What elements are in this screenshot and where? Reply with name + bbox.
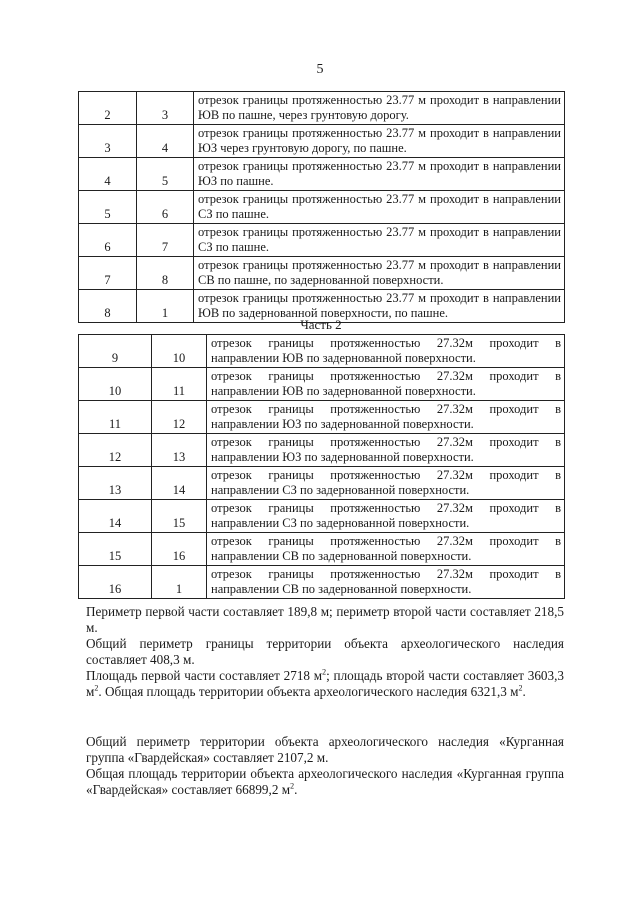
group-area-main: Общая площадь территории объекта археологического наследия «Курганная группа «Гвардейская» составляет 66899,2 м [86,766,564,797]
point-to: 6 [137,191,194,224]
point-from: 16 [79,566,152,599]
table-row [79,467,565,500]
area-part2-sup: 2 [94,683,99,693]
segment-description: отрезок границы протяженностью 27.32м проходит в направлении СЗ по задернованной поверхности. [207,467,565,500]
area-total-sup: 2 [518,683,523,693]
point-from: 14 [79,500,152,533]
table-row [79,158,565,191]
point-from: 10 [79,368,152,401]
table-row [79,401,565,434]
table-row [79,191,565,224]
segment-description: отрезок границы протяженностью 27.32м проходит в направлении СЗ по задернованной поверхности. [207,500,565,533]
part2-body [79,335,565,599]
part2-heading: Часть 2 [300,317,342,332]
point-to: 1 [152,566,207,599]
table-row [79,500,565,533]
table-row [79,125,565,158]
point-to: 12 [152,401,207,434]
table-row [79,224,565,257]
point-to: 7 [137,224,194,257]
area-part2-text: ; площадь второй части составляет 3603,3 м [86,668,564,699]
segment-description: отрезок границы протяженностью 27.32м проходит в направлении ЮЗ по задернованной поверхности. [207,401,565,434]
area-perimeter-summary [86,604,564,700]
segment-description: отрезок границы протяженностью 23.77 м проходит в направлении СЗ по пашне. [194,224,565,257]
point-from: 3 [79,125,137,158]
page-number: 5 [316,62,324,77]
point-to: 13 [152,434,207,467]
group-area-text [86,766,564,798]
point-from: 5 [79,191,137,224]
segment-description: отрезок границы протяженностью 27.32м проходит в направлении ЮВ по задернованной поверхности. [207,368,565,401]
point-to: 1 [137,290,194,323]
boundary-table-part1 [78,91,565,323]
point-to: 10 [152,335,207,368]
segment-description: отрезок границы протяженностью 23.77 м проходит в направлении ЮВ по пашне, через грунтовую дорогу. [194,92,565,125]
segment-description: отрезок границы протяженностью 23.77 м проходит в направлении ЮВ по задернованной поверхности, по пашне. [194,290,565,323]
segment-description: отрезок границы протяженностью 27.32м проходит в направлении СВ по задернованной поверхности. [207,533,565,566]
table-row [79,533,565,566]
group-area-sup: 2 [290,781,295,791]
point-to: 3 [137,92,194,125]
group-summary [86,734,564,798]
point-from: 8 [79,290,137,323]
point-from: 4 [79,158,137,191]
table-row [79,92,565,125]
segment-description: отрезок границы протяженностью 23.77 м проходит в направлении СВ по пашне, по задернованной поверхности. [194,257,565,290]
group-area-end: . [294,782,298,797]
table-row [79,566,565,599]
table-row [79,335,565,368]
area-part1-text: Площадь первой части составляет 2718 м [86,668,323,683]
segment-description: отрезок границы протяженностью 27.32м проходит в направлении СВ по задернованной поверхности. [207,566,565,599]
point-from: 15 [79,533,152,566]
segment-description: отрезок границы протяженностью 27.32м проходит в направлении ЮЗ по задернованной поверхности. [207,434,565,467]
part1-body [79,92,565,323]
segment-description: отрезок границы протяженностью 23.77 м проходит в направлении ЮЗ по пашне. [194,158,565,191]
segment-description: отрезок границы протяженностью 27.32м проходит в направлении ЮВ по задернованной поверхности. [207,335,565,368]
perimeter-parts-text: Периметр первой части составляет 189,8 м; периметр второй части составляет 218,5 м. [86,604,564,635]
perimeter-total-text: Общий периметр границы территории объекта археологического наследия составляет 408,3 м. [86,636,564,667]
area-total-text: . Общая площадь территории объекта археологического наследия 6321,3 м [98,684,519,699]
boundary-table-part2 [78,334,565,599]
point-to: 4 [137,125,194,158]
group-perimeter-text: Общий периметр территории объекта археологического наследия «Курганная группа «Гвардейская» составляет 2107,2 м. [86,734,564,765]
table-row [79,434,565,467]
point-from: 9 [79,335,152,368]
point-from: 12 [79,434,152,467]
table-row [79,257,565,290]
point-from: 2 [79,92,137,125]
area-part1-sup: 2 [322,667,327,677]
point-from: 7 [79,257,137,290]
point-to: 11 [152,368,207,401]
table-row [79,368,565,401]
segment-description: отрезок границы протяженностью 23.77 м проходит в направлении СЗ по пашне. [194,191,565,224]
area-total-end: . [522,684,526,699]
point-to: 5 [137,158,194,191]
point-from: 11 [79,401,152,434]
point-to: 8 [137,257,194,290]
point-to: 14 [152,467,207,500]
point-from: 13 [79,467,152,500]
point-from: 6 [79,224,137,257]
segment-description: отрезок границы протяженностью 23.77 м проходит в направлении ЮЗ через грунтовую дорогу, по пашне. [194,125,565,158]
area-text [86,668,564,700]
point-to: 15 [152,500,207,533]
point-to: 16 [152,533,207,566]
